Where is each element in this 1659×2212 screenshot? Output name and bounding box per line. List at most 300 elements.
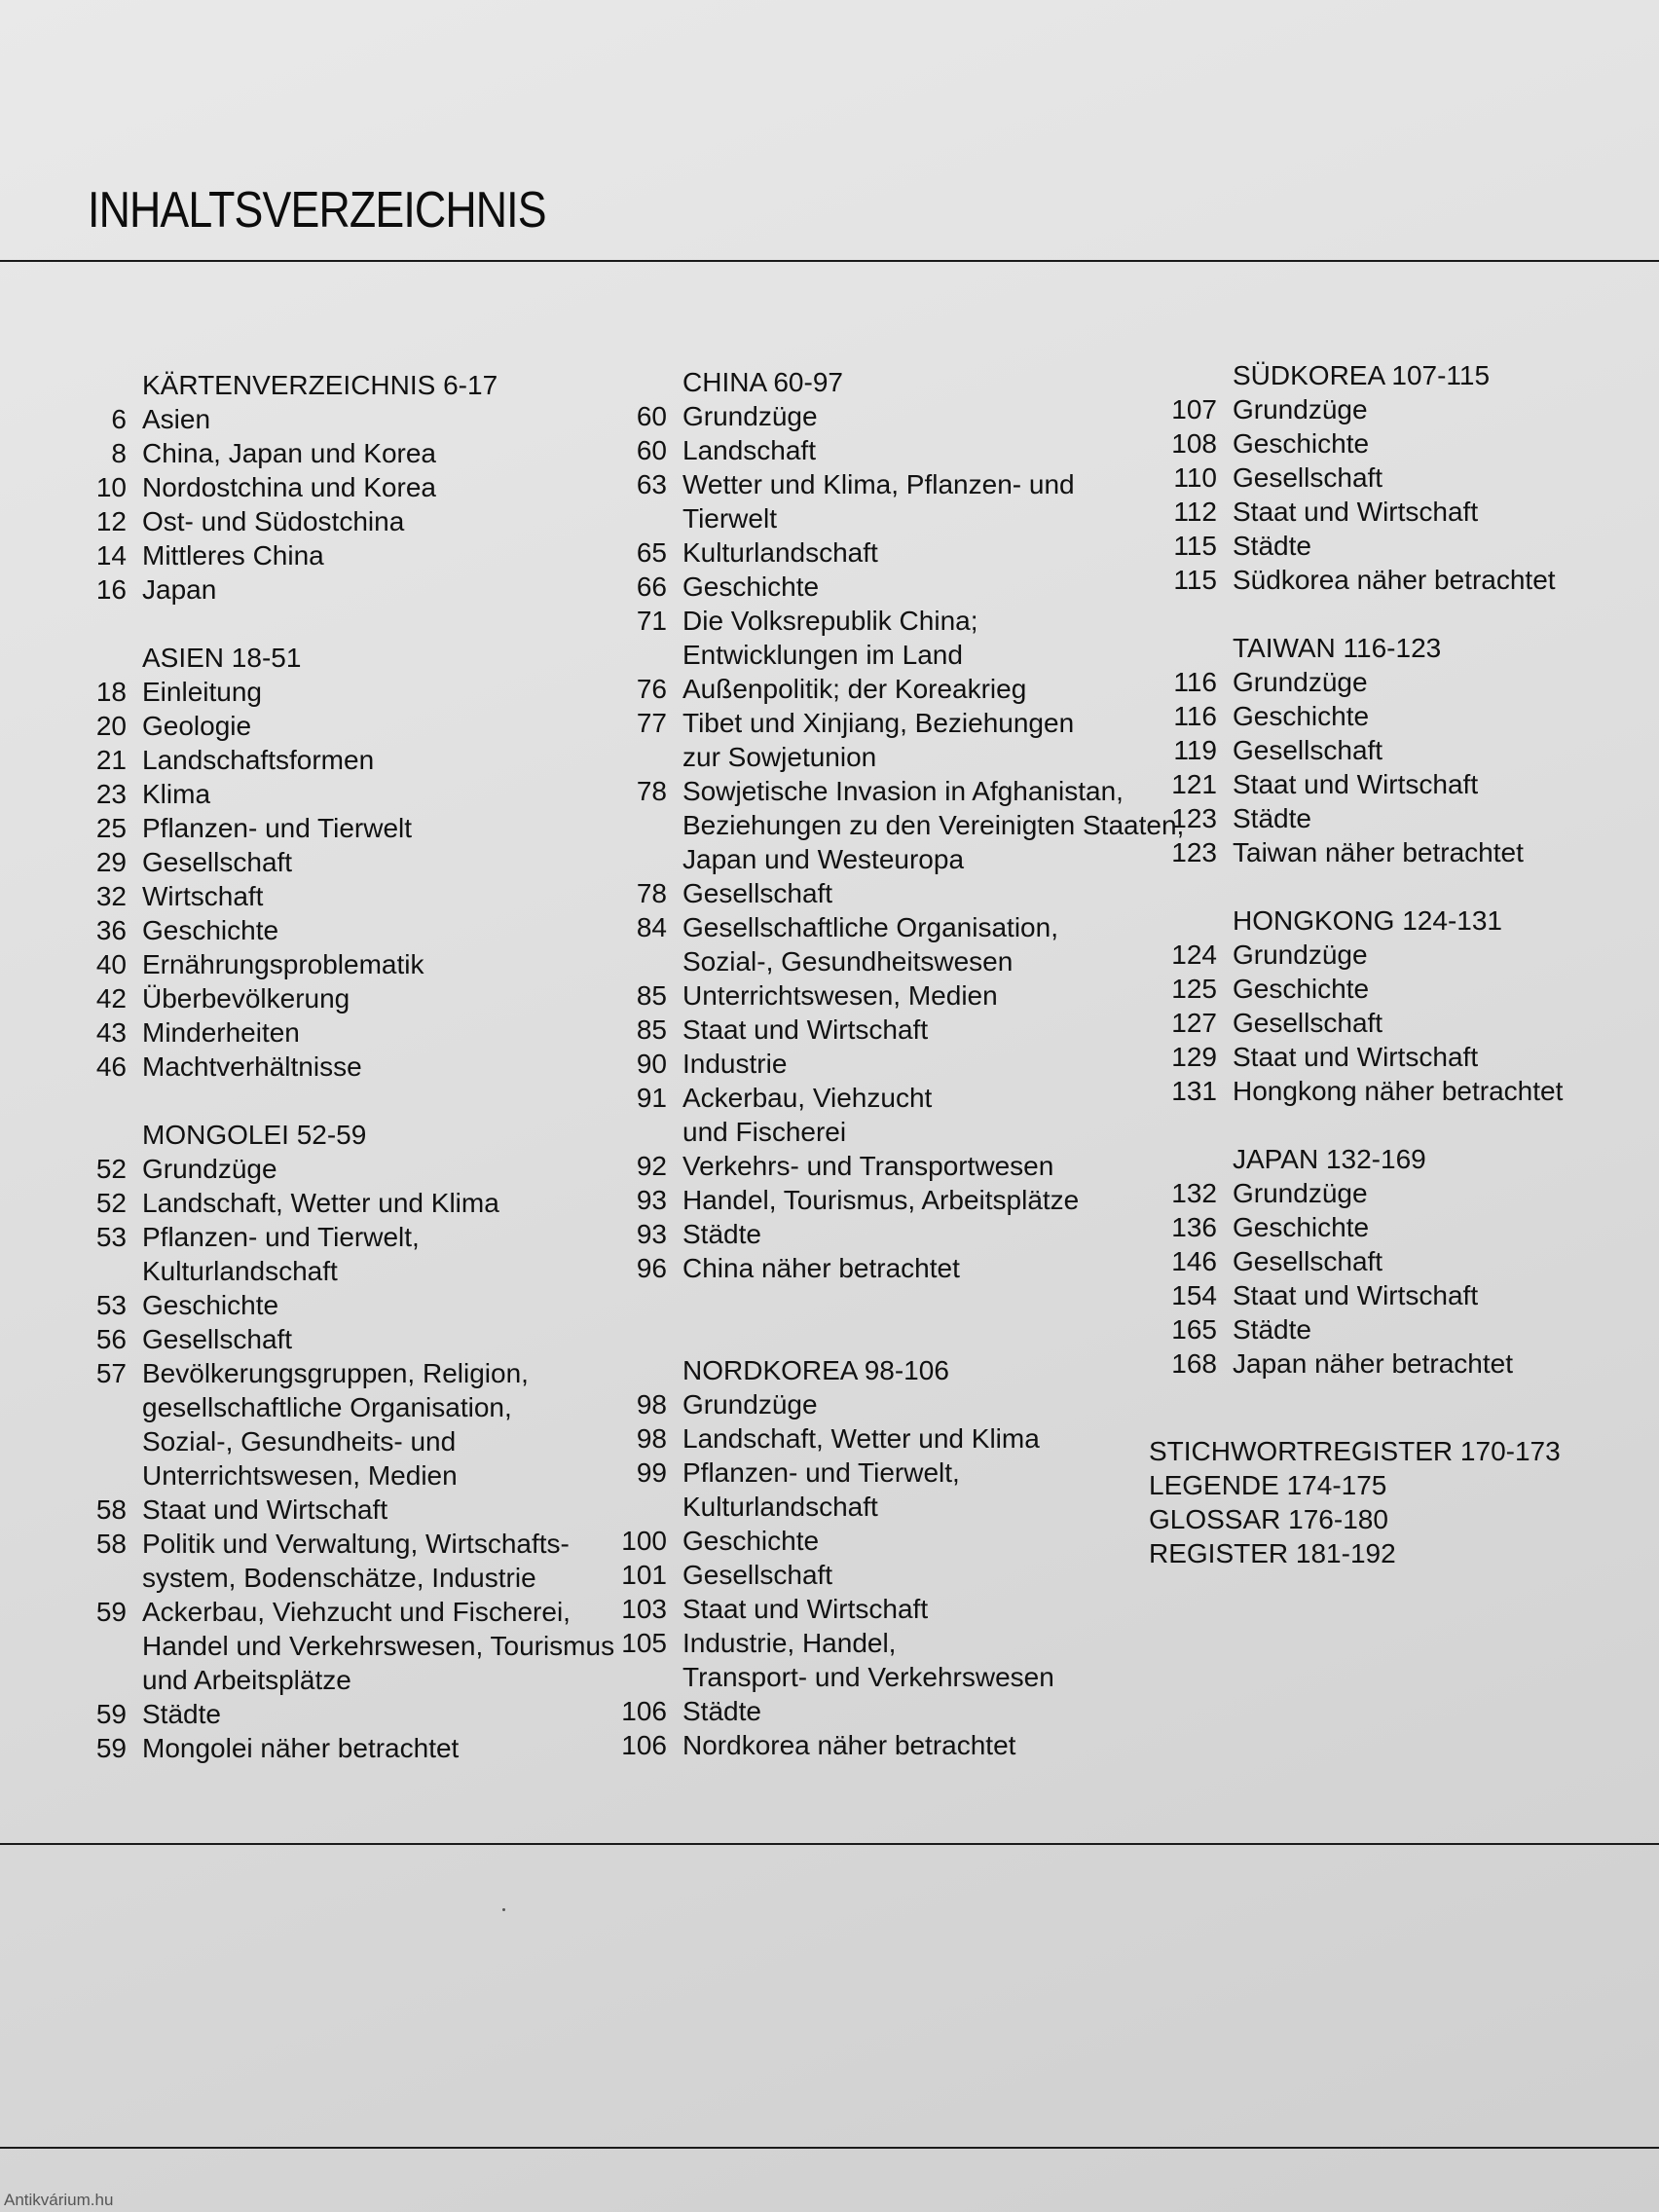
toc-entry [58, 1527, 604, 1595]
toc-entry [599, 1387, 1173, 1421]
entry-title [127, 1322, 292, 1356]
toc-entry [599, 433, 1173, 467]
toc-entry [58, 1015, 604, 1050]
toc-entry [58, 538, 604, 572]
toc-entry [1149, 1074, 1655, 1108]
page-number: 52 [95, 1188, 127, 1218]
toc-entry [599, 672, 1173, 706]
entry-title-line: Minderheiten [142, 1017, 300, 1048]
entry-title [667, 1013, 928, 1047]
entry-title [667, 1081, 932, 1149]
page-number: 129 [1171, 1042, 1217, 1072]
entry-title [667, 1456, 960, 1524]
entry-title-line: Städte [1233, 531, 1311, 561]
page-number: 106 [621, 1696, 667, 1726]
page-number: 103 [621, 1594, 667, 1624]
page-number: 56 [95, 1324, 127, 1354]
entry-title [667, 876, 832, 910]
entry-title [667, 1387, 818, 1421]
entry-title-line: China, Japan und Korea [142, 438, 436, 468]
entry-title-line: Ackerbau, Viehzucht und Fischerei, [142, 1597, 571, 1627]
entry-title [1217, 938, 1368, 972]
page-number: 12 [95, 506, 127, 536]
entry-title [1217, 835, 1524, 869]
toc-entry [58, 1493, 604, 1527]
toc-entry [599, 570, 1173, 604]
entry-title [127, 1697, 221, 1731]
toc-entry [599, 1456, 1173, 1524]
entry-title [127, 845, 292, 879]
page-number: 23 [95, 779, 127, 809]
entry-title [667, 910, 1058, 978]
entry-title-line: Wetter und Klima, Pflanzen- und [682, 469, 1075, 499]
page-number: 36 [95, 915, 127, 945]
entry-title [1217, 461, 1382, 495]
entry-title [127, 675, 262, 709]
page-number: 98 [636, 1423, 667, 1454]
entry-title-line: Asien [142, 404, 211, 434]
toc-entry [58, 1731, 604, 1765]
toc-entry [58, 1356, 604, 1493]
entry-title-line: Transport- und Verkehrswesen [682, 1662, 1054, 1692]
page-number: 60 [636, 435, 667, 465]
entry-title [127, 981, 350, 1015]
entry-title [667, 1524, 819, 1558]
entry-title-line: Handel und Verkehrswesen, Tourismus [142, 1631, 615, 1661]
entry-title [127, 436, 436, 470]
page-number: 18 [95, 677, 127, 707]
toc-entry [1149, 665, 1655, 699]
entry-title [127, 913, 278, 947]
entry-title-line: Landschaftsformen [142, 745, 375, 775]
entry-title-line: Staat und Wirtschaft [1233, 769, 1479, 799]
section-heading: CHINA 60-97 [682, 367, 843, 397]
entry-title-line: Staat und Wirtschaft [1233, 1280, 1479, 1310]
page-number: 59 [95, 1733, 127, 1763]
page-number: 57 [95, 1358, 127, 1388]
page-number: 123 [1171, 837, 1217, 867]
entry-title [667, 399, 818, 433]
page-number: 32 [95, 881, 127, 911]
entry-title-line: Industrie [682, 1049, 788, 1079]
entry-title [127, 470, 436, 504]
page-number: 112 [1173, 497, 1217, 527]
toc-entry [1149, 1040, 1655, 1074]
page-number: 98 [636, 1389, 667, 1419]
entry-title-line: Nordostchina und Korea [142, 472, 436, 502]
entry-title [667, 672, 1026, 706]
entry-title [1217, 1312, 1311, 1346]
entry-title [127, 402, 210, 436]
toc-entry [599, 1694, 1173, 1728]
appendix-entry: LEGENDE 174-175 [1149, 1470, 1387, 1500]
entry-title-line: Japan und Westeuropa [682, 844, 965, 874]
entry-title [1217, 1244, 1382, 1278]
toc-section [1149, 631, 1655, 869]
page-number: 96 [636, 1253, 667, 1283]
entry-title [1217, 529, 1311, 563]
section-heading: TAIWAN 116-123 [1233, 633, 1442, 663]
entry-title [667, 1149, 1053, 1183]
entry-title [127, 947, 424, 981]
toc-entry [599, 535, 1173, 570]
toc-entry [1149, 563, 1655, 597]
toc-entry [599, 1728, 1173, 1762]
entry-title [1217, 495, 1478, 529]
page-number: 40 [95, 949, 127, 979]
entry-title-line: Pflanzen- und Tierwelt, [142, 1222, 420, 1252]
entry-title [127, 879, 263, 913]
page-number: 146 [1171, 1246, 1217, 1276]
page-number: 78 [636, 776, 667, 806]
page-number: 165 [1171, 1314, 1217, 1345]
toc-entry [599, 1081, 1173, 1149]
entry-title-line: Nordkorea näher betrachtet [682, 1730, 1016, 1760]
appendix-entry: GLOSSAR 176-180 [1149, 1504, 1388, 1534]
entry-title-line: Kulturlandschaft [142, 1256, 338, 1286]
page-number: 66 [636, 571, 667, 602]
page-number: 63 [636, 469, 667, 499]
toc-entry [1149, 835, 1655, 869]
entry-title [667, 1047, 787, 1081]
toc-entry [1149, 392, 1655, 426]
page-number: 90 [636, 1049, 667, 1079]
entry-title-line: Geschichte [1233, 1212, 1370, 1242]
entry-title [127, 1493, 387, 1527]
toc-entry [599, 1421, 1173, 1456]
page-number: 10 [95, 472, 127, 502]
page-number: 20 [95, 711, 127, 741]
entry-title-line: Japan näher betrachtet [1233, 1348, 1513, 1379]
entry-title-line: Staat und Wirtschaft [682, 1014, 929, 1045]
entry-title-line: Die Volksrepublik China; [682, 606, 978, 636]
entry-title [1217, 767, 1478, 801]
page-number: 127 [1171, 1008, 1217, 1038]
page-number: 71 [636, 606, 667, 636]
page-number: 91 [636, 1083, 667, 1113]
section-heading: JAPAN 132-169 [1233, 1144, 1426, 1174]
toc-entry [58, 777, 604, 811]
toc-entry [58, 504, 604, 538]
entry-title [1217, 1210, 1369, 1244]
toc-column-3 [1149, 358, 1655, 1570]
page-number: 77 [636, 708, 667, 738]
toc-entry [58, 1595, 615, 1697]
entry-title-line: Staat und Wirtschaft [682, 1594, 929, 1624]
entry-title-line: Landschaft, Wetter und Klima [682, 1423, 1040, 1454]
toc-entry [1149, 699, 1655, 733]
entry-title [127, 1152, 277, 1186]
entry-title-line: Mittleres China [142, 540, 324, 571]
entry-title-line: Südkorea näher betrachtet [1233, 565, 1556, 595]
page-number: 132 [1171, 1178, 1217, 1208]
entry-title-line: Klima [142, 779, 211, 809]
toc-entry [58, 1186, 604, 1220]
page-number: 59 [95, 1699, 127, 1729]
toc-entry [1149, 461, 1655, 495]
entry-title [127, 1356, 529, 1493]
entry-title-line: Taiwan näher betrachtet [1233, 837, 1524, 867]
entry-title [127, 1595, 614, 1697]
page-number: 59 [95, 1597, 127, 1627]
toc-entry [1149, 801, 1655, 835]
toc-section [58, 641, 604, 1084]
toc-entry [599, 910, 1173, 978]
page-number: 115 [1173, 565, 1217, 595]
entry-title [127, 1220, 420, 1288]
entry-title-line: Gesellschaft [682, 878, 833, 908]
appendix-entry: REGISTER 181-192 [1149, 1538, 1396, 1568]
entry-title-line: Wirtschaft [142, 881, 264, 911]
entry-title-line: Tibet und Xinjiang, Beziehungen [682, 708, 1075, 738]
entry-title-line: Städte [142, 1699, 221, 1729]
toc-entry [1149, 1312, 1655, 1346]
toc-section [1149, 358, 1655, 597]
appendix-entry: STICHWORTREGISTER 170-173 [1149, 1436, 1561, 1466]
top-divider [0, 260, 1659, 262]
entry-title-line: Sowjetische Invasion in Afghanistan, [682, 776, 1124, 806]
appendix-list [1149, 1434, 1655, 1570]
entry-title-line: Gesellschaft [1233, 1246, 1383, 1276]
entry-title-line: Staat und Wirtschaft [1233, 1042, 1479, 1072]
entry-title [667, 1592, 928, 1626]
toc-entry [1149, 733, 1655, 767]
entry-title [1217, 972, 1369, 1006]
toc-entry [1149, 1278, 1655, 1312]
entry-title-line: Städte [682, 1219, 761, 1249]
toc-entry [599, 1251, 1173, 1285]
entry-title [667, 774, 1184, 876]
entry-title-line: China näher betrachtet [682, 1253, 960, 1283]
entry-title [667, 1694, 761, 1728]
page-number: 93 [636, 1185, 667, 1215]
page-number: 107 [1171, 394, 1217, 424]
entry-title-line: Unterrichtswesen, Medien [142, 1460, 458, 1491]
entry-title [667, 978, 998, 1013]
toc-entry [1149, 529, 1655, 563]
entry-title-line: Grundzüge [1233, 940, 1368, 970]
entry-title-line: Handel, Tourismus, Arbeitsplätze [682, 1185, 1080, 1215]
entry-title [667, 1626, 1054, 1694]
entry-title-line: Gesellschaft [142, 847, 293, 877]
toc-entry [1149, 1006, 1655, 1040]
entry-title-line: Politik und Verwaltung, Wirtschafts- [142, 1529, 570, 1559]
entry-title-line: Ernährungsproblematik [142, 949, 424, 979]
entry-title [667, 535, 878, 570]
entry-title-line: Grundzüge [682, 401, 818, 431]
entry-title-line: Geschichte [1233, 701, 1370, 731]
toc-entry [58, 1697, 604, 1731]
entry-title [127, 572, 216, 607]
entry-title-line: zur Sowjetunion [682, 742, 877, 772]
toc-section [599, 365, 1185, 1285]
page-number: 14 [95, 540, 127, 571]
entry-title-line: Japan [142, 574, 217, 605]
section-heading: KÄRTENVERZEICHNIS 6-17 [142, 370, 498, 400]
paper-speck [502, 1908, 505, 1911]
page-number: 154 [1171, 1280, 1217, 1310]
entry-title [1217, 1040, 1478, 1074]
section-heading: HONGKONG 124-131 [1233, 905, 1502, 936]
toc-entry [599, 706, 1173, 774]
entry-title [667, 604, 978, 672]
entry-title-line: Überbevölkerung [142, 983, 350, 1014]
page-number: 106 [621, 1730, 667, 1760]
entry-title-line: Bevölkerungsgruppen, Religion, [142, 1358, 529, 1388]
entry-title-line: Landschaft [682, 435, 816, 465]
entry-title-line: Städte [1233, 803, 1311, 833]
watermark-credit: Antikvárium.hu [4, 2191, 114, 2209]
toc-entry [599, 1013, 1173, 1047]
entry-title-line: Grundzüge [682, 1389, 818, 1419]
page-number: 119 [1173, 735, 1217, 765]
toc-entry [58, 981, 604, 1015]
entry-title-line: Städte [682, 1696, 761, 1726]
entry-title [667, 570, 819, 604]
toc-entry [58, 1220, 604, 1288]
entry-title-line: Staat und Wirtschaft [142, 1494, 388, 1525]
toc-entry [599, 1047, 1173, 1081]
entry-title-line: Außenpolitik; der Koreakrieg [682, 674, 1027, 704]
page-number: 65 [636, 537, 667, 568]
toc-section [58, 1118, 615, 1765]
entry-title-line: Entwicklungen im Land [682, 640, 963, 670]
page-title: INHALTSVERZEICHNIS [88, 182, 546, 239]
section-heading: MONGOLEI 52-59 [142, 1120, 367, 1150]
entry-title [1217, 699, 1369, 733]
page-number: 58 [95, 1494, 127, 1525]
entry-title-line: Einleitung [142, 677, 262, 707]
toc-entry [58, 1288, 604, 1322]
page-number: 25 [95, 813, 127, 843]
page-number: 76 [636, 674, 667, 704]
entry-title-line: Gesellschaft [142, 1324, 293, 1354]
entry-title-line: Geschichte [142, 1290, 279, 1320]
page-number: 116 [1173, 701, 1217, 731]
entry-title [667, 1183, 1079, 1217]
toc-section [1149, 903, 1655, 1108]
entry-title [127, 1527, 570, 1595]
entry-title [127, 777, 210, 811]
entry-title-line: Kulturlandschaft [682, 537, 878, 568]
toc-entry [58, 811, 604, 845]
entry-title-line: Gesellschaft [682, 1560, 833, 1590]
entry-title-line: Geschichte [142, 915, 279, 945]
entry-title-line: Mongolei näher betrachtet [142, 1733, 460, 1763]
toc-entry [1149, 1176, 1655, 1210]
entry-title-line: Ost- und Südostchina [142, 506, 405, 536]
page-number: 21 [95, 745, 127, 775]
toc-entry [58, 572, 604, 607]
section-heading: SÜDKOREA 107-115 [1233, 360, 1491, 390]
entry-title-line: und Fischerei [682, 1117, 847, 1147]
entry-title [667, 1251, 960, 1285]
page-number: 108 [1171, 428, 1217, 459]
entry-title [667, 1421, 1040, 1456]
toc-entry [599, 1592, 1173, 1626]
entry-title [127, 1186, 499, 1220]
toc-entry [599, 1149, 1173, 1183]
entry-title-line: Machtverhältnisse [142, 1051, 362, 1082]
page-number: 29 [95, 847, 127, 877]
page-number: 85 [636, 980, 667, 1011]
entry-title-line: Kulturlandschaft [682, 1492, 878, 1522]
entry-title-line: Geschichte [1233, 428, 1370, 459]
entry-title [127, 1050, 362, 1084]
toc-entry [58, 1322, 604, 1356]
entry-title-line: Tierwelt [682, 503, 777, 534]
entry-title [127, 709, 251, 743]
entry-title-line: gesellschaftliche Organisation, [142, 1392, 512, 1422]
entry-title [127, 743, 374, 777]
entry-title [1217, 801, 1311, 835]
page-number: 78 [636, 878, 667, 908]
entry-title-line: Geschichte [682, 1526, 820, 1556]
page-number: 124 [1171, 940, 1217, 970]
toc-entry [58, 1050, 604, 1084]
toc-entry [58, 436, 604, 470]
page-number: 84 [636, 912, 667, 942]
page-number: 131 [1171, 1076, 1217, 1106]
toc-entry [599, 876, 1173, 910]
toc-entry [58, 879, 604, 913]
toc-entry [58, 913, 604, 947]
entry-title-line: Geologie [142, 711, 252, 741]
page-number: 93 [636, 1219, 667, 1249]
page-number: 43 [95, 1017, 127, 1048]
entry-title [1217, 1074, 1563, 1108]
entry-title-line: Pflanzen- und Tierwelt [142, 813, 413, 843]
toc-entry [599, 774, 1185, 876]
entry-title [1217, 392, 1368, 426]
entry-title [1217, 563, 1556, 597]
page-number: 136 [1171, 1212, 1217, 1242]
page-number: 100 [621, 1526, 667, 1556]
entry-title-line: Geschichte [682, 571, 820, 602]
entry-title-line: Industrie, Handel, [682, 1628, 897, 1658]
toc-entry [1149, 938, 1655, 972]
entry-title-line: Gesellschaft [1233, 735, 1383, 765]
toc-entry [58, 743, 604, 777]
entry-title [127, 504, 404, 538]
page-number: 99 [636, 1457, 667, 1488]
page-number: 16 [95, 574, 127, 605]
entry-title [667, 1217, 761, 1251]
page-number: 85 [636, 1014, 667, 1045]
toc-entry [1149, 972, 1655, 1006]
page-number: 60 [636, 401, 667, 431]
toc-section [599, 1353, 1173, 1762]
toc-entry [1149, 1210, 1655, 1244]
toc-column-1 [58, 368, 615, 1799]
page-number: 115 [1173, 531, 1217, 561]
page-number: 58 [95, 1529, 127, 1559]
entry-title-line: Landschaft, Wetter und Klima [142, 1188, 499, 1218]
entry-title-line: system, Bodenschätze, Industrie [142, 1563, 536, 1593]
page-number: 8 [111, 438, 127, 468]
entry-title-line: Geschichte [1233, 974, 1370, 1004]
toc-column-2 [599, 365, 1185, 1796]
toc-entry [1149, 495, 1655, 529]
page-number: 101 [621, 1560, 667, 1590]
toc-section [58, 368, 604, 607]
toc-entry [58, 402, 604, 436]
page-edge-line [0, 2147, 1659, 2149]
toc-entry [58, 470, 604, 504]
toc-entry [1149, 1244, 1655, 1278]
toc-entry [599, 399, 1173, 433]
page-number: 121 [1171, 769, 1217, 799]
